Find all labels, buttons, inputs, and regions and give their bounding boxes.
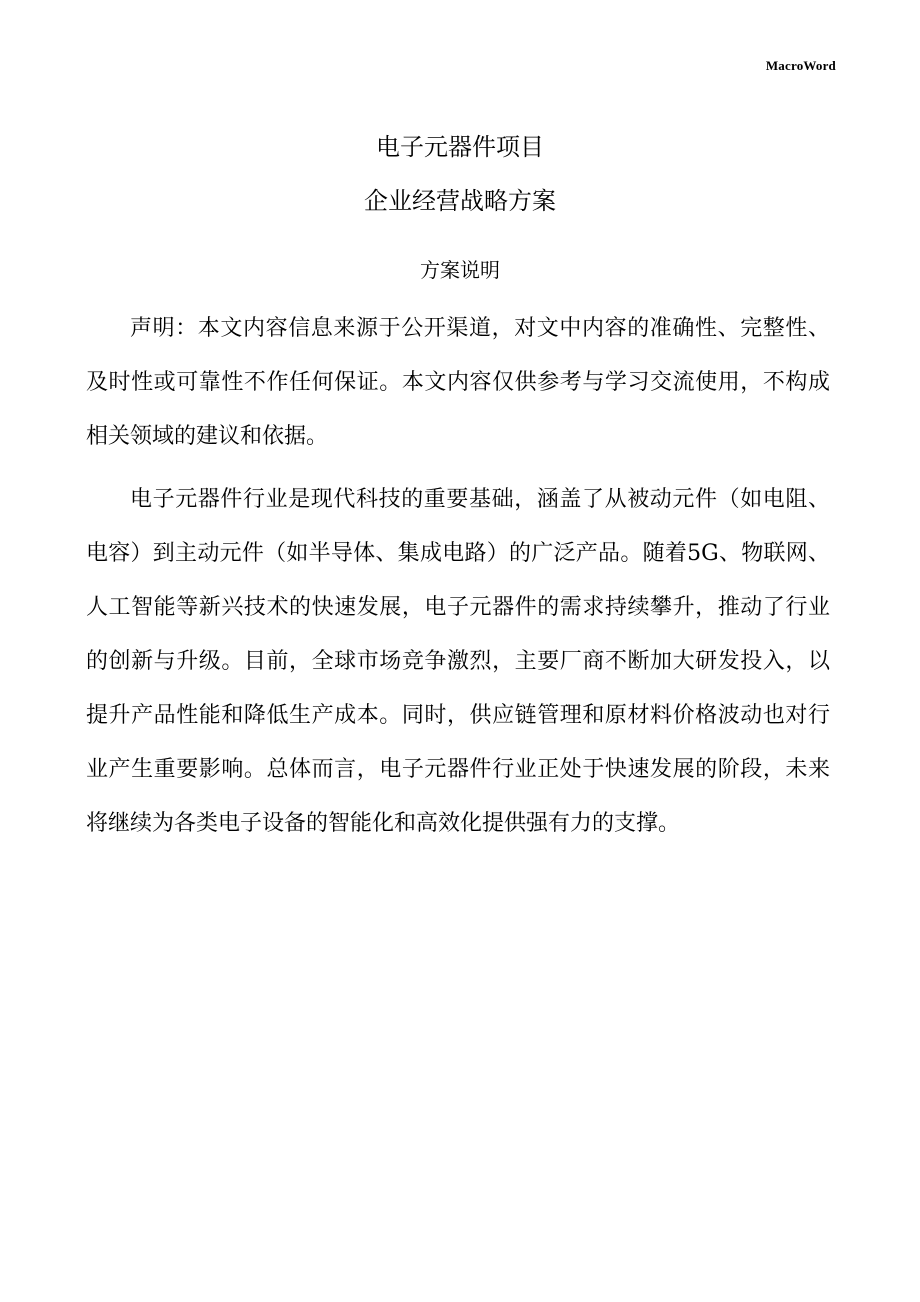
- disclaimer-paragraph: 声明：本文内容信息来源于公开渠道，对文中内容的准确性、完整性、及时性或可靠性不作任何保证。本文内容仅供参考与学习交流使用，不构成相关领域的建议和依据。: [86, 316, 830, 449]
- document-title: [0, 120, 920, 228]
- title-line-2: 企业经营战略方案: [364, 187, 556, 215]
- header-brand: MacroWord: [765, 58, 836, 73]
- industry-paragraph: 电子元器件行业是现代科技的重要基础，涵盖了从被动元件（如电阻、电容）到主动元件（如半导体、集成电路）的广泛产品。随着5G、物联网、人工智能等新兴技术的快速发展，电子元器件的需求持续攀升，推动了行业的创新与升级。目前，全球市场竞争激烈，主要厂商不断加大研发投入，以提升产品性能和降低生产成本。同时，供应链管理和原材料价格波动也对行业产生重要影响。总体而言，电子元器件行业正处于快速发展的阶段，未来将继续为各类电子设备的智能化和高效化提供强有力的支撑。: [86, 487, 830, 836]
- section-heading: 方案说明: [420, 258, 500, 282]
- title-line-1: 电子元器件项目: [376, 133, 544, 161]
